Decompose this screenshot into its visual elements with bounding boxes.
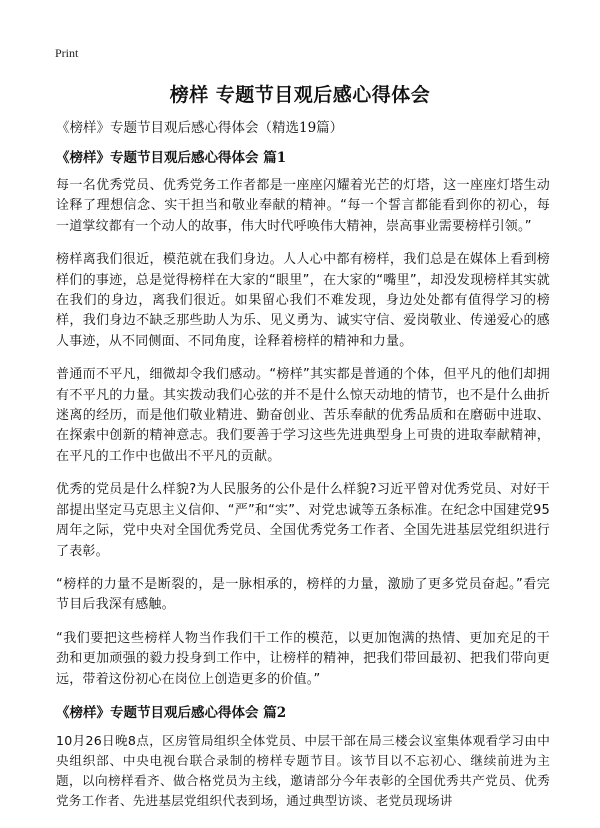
paragraph: 10月26日晚8点，区房管局组织全体党员、中层干部在局三楼会议室集体观看学习由中央组织部、中央电视台联合录制的榜样专题节目。该节目以不忘初心、继续前进为主题，以向榜样看齐、做合格党员为主线，邀请部分今年表彰的全国优秀共产党员、优秀党务工作者、先进基层党组织代表到场，通过典型访谈、老党员现场讲 <box>56 732 550 808</box>
paragraph: 普通而不平凡，细微却令我们感动。“榜样”其实都是普通的个体，但平凡的他们却拥有不平凡的力量。其实拨动我们心弦的并不是什么惊天动地的情节，也不是什么曲折迷离的经历，而是他们敬业精进、勤奋创业、苦乐奉献的优秀品质和在磨砺中进取、在探索中创新的精神意志。我们要善于学习这些先进典型身上可贵的进取奉献精神，在平凡的工作中也做出不平凡的贡献。 <box>56 367 550 464</box>
document-subtitle: 《榜样》专题节目观后感心得体会（精选19篇） <box>56 120 344 136</box>
paragraph: 优秀的党员是什么样貌?为人民服务的公仆是什么样貌?习近平曾对优秀党员、对好干部提出坚定马克思主义信仰、“严”和“实”、对党忠诚等五条标准。在纪念中国建党95周年之际，党中央对全国优秀党员、全国优秀党务工作者、全国先进基层党组织进行了表彰。 <box>56 482 550 559</box>
section-2 <box>56 703 550 811</box>
document-content <box>56 118 550 824</box>
section-heading: 《榜样》专题节目观后感心得体会 篇1 <box>56 150 287 166</box>
paragraph: 榜样离我们很近，模范就在我们身边。人人心中都有榜样，我们总是在媒体上看到榜样们的事迹，总是觉得榜样在大家的“眼里”，在大家的“嘴里”，却没发现榜样其实就在我们的身边，离我们很近。如果留心我们不难发现，身边处处都有值得学习的榜样，我们身边不缺乏那些助人为乐、见义勇为、诚实守信、爱岗敬业、传递爱心的感人事迹，从不同侧面、不同角度，诠释着榜样的精神和力量。 <box>56 252 550 349</box>
page-title: 榜样 专题节目观后感心得体会 <box>169 84 431 106</box>
paragraph: 每一名优秀党员、优秀党务工作者都是一座座闪耀着光芒的灯塔，这一座座灯塔生动诠释了理想信念、实干担当和敬业奉献的精神。“每一个誓言都能看到你的初心，每一道掌纹都有一个动人的故事，伟大时代呼唤伟大精神，崇高事业需要榜样引领。” <box>56 178 550 234</box>
section-heading: 《榜样》专题节目观后感心得体会 篇2 <box>56 704 287 721</box>
paragraph: “我们要把这些榜样人物当作我们干工作的模范，以更加饱满的热情、更加充足的干劲和更加顽强的毅力投身到工作中，让榜样的精神，把我们带回最初、把我们带向更远，带着这份初心在岗位上创造更多的价值。” <box>56 630 550 687</box>
print-link[interactable]: Print <box>55 46 79 60</box>
section-1 <box>56 148 550 690</box>
paragraph: “榜样的力量不是断裂的，是一脉相承的，榜样的力量，激励了更多党员奋起。”看完节目后我深有感触。 <box>56 576 550 613</box>
